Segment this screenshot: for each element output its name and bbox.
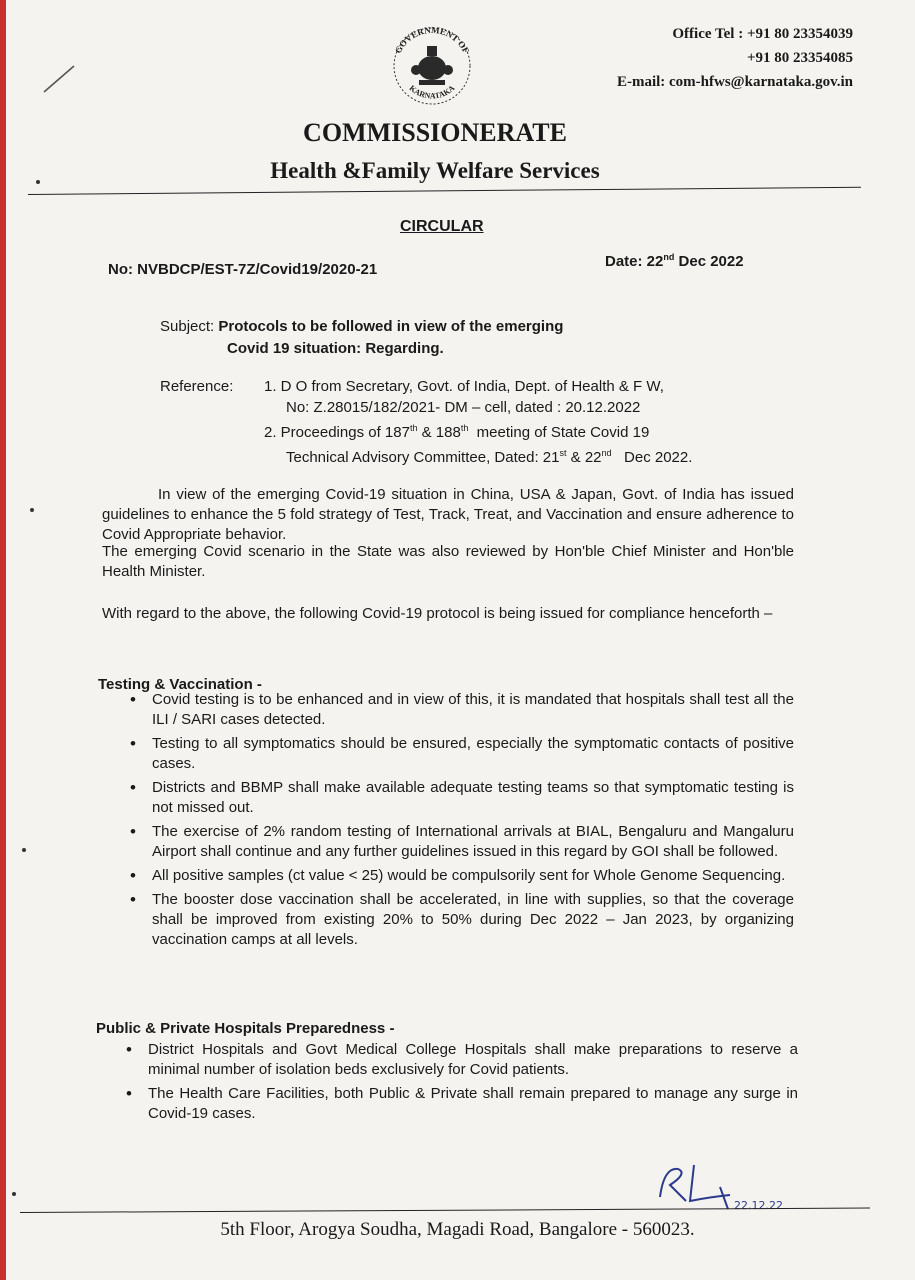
list-item	[120, 1084, 798, 1124]
list-item-text: The exercise of 2% random testing of International arrivals at BIAL, Bengaluru and Mangaluru Airport shall continue and any further guidelines issued in this regard by GOI shall be followed.	[152, 823, 794, 860]
hospitals-list	[120, 1040, 798, 1128]
dot-mark	[30, 508, 34, 512]
testing-list	[124, 690, 794, 954]
bullet-icon: •	[130, 734, 136, 753]
date-day: Date: 22	[605, 253, 664, 270]
ref2-b: & 188	[417, 424, 461, 441]
hospitals-section-heading: Public & Private Hospitals Preparedness -	[96, 1020, 395, 1037]
ref2-sup2: th	[460, 423, 469, 433]
ref2-l2-sup1: st	[559, 448, 567, 458]
list-item	[124, 778, 794, 818]
org-title: COMMISSIONERATE	[303, 118, 567, 147]
testing-section-heading: Testing & Vaccination -	[98, 676, 262, 693]
list-item	[124, 822, 794, 862]
dot-mark	[22, 848, 26, 852]
bullet-icon: •	[126, 1040, 132, 1059]
list-item-text: The Health Care Facilities, both Public & Private shall remain prepared to manage any surge in Covid-19 cases.	[148, 1085, 798, 1122]
list-item	[120, 1040, 798, 1080]
bullet-icon: •	[130, 866, 136, 885]
signature-date: 22.12.22	[734, 1199, 783, 1212]
ref2-c: meeting of State Covid 19	[468, 424, 650, 441]
circular-heading: CIRCULAR	[400, 218, 484, 235]
list-item-text: Testing to all symptomatics should be ensured, especially the symptomatic contacts of positive cases.	[152, 735, 794, 772]
list-item-text: Districts and BBMP shall make available adequate testing teams so that symptomatic testing is not missed out.	[152, 779, 794, 816]
email-address: E-mail: com-hfws@karnataka.gov.in	[616, 74, 853, 90]
ref2-a: 2. Proceedings of 187	[264, 424, 410, 441]
bullet-icon: •	[126, 1084, 132, 1103]
date-suffix: nd	[663, 252, 675, 262]
reference-2-line-2	[160, 443, 692, 468]
svg-text:KARNATAKA: KARNATAKA	[407, 83, 457, 101]
contact-block	[617, 22, 853, 94]
subject-label: Subject:	[160, 318, 219, 335]
circular-number: No: NVBDCP/EST-7Z/Covid19/2020-21	[108, 261, 378, 278]
ref2-l2-c: Dec 2022.	[611, 449, 693, 466]
bullet-icon: •	[130, 690, 136, 709]
ref2-l2-sup2: nd	[601, 448, 612, 458]
reference-1-line-2: No: Z.28015/182/2021- DM – cell, dated : 20.12.2022	[286, 399, 641, 416]
reference-1-line-1: 1. D O from Secretary, Govt. of India, Dept. of Health & F W,	[264, 378, 664, 395]
footer-address: 5th Floor, Arogya Soudha, Magadi Road, Bangalore - 560023.	[220, 1219, 695, 1240]
list-item	[124, 866, 794, 886]
list-item-text: The booster dose vaccination shall be accelerated, in line with supplies, so that the coverage shall be improved from existing 20% to 50% during Dec 2022 – Jan 2023, by organizing vaccination camps at all levels.	[152, 891, 794, 948]
header-divider	[28, 187, 861, 195]
list-item	[124, 890, 794, 950]
list-item	[124, 690, 794, 730]
office-tel: Office Tel : +91 80 23354039	[672, 26, 853, 42]
dot-mark	[12, 1192, 16, 1196]
body-paragraph-2: The emerging Covid scenario in the State was also reviewed by Hon'ble Chief Minister and Hon'ble Health Minister.	[102, 543, 794, 580]
reference-label: Reference:	[160, 378, 234, 395]
para1-text: In view of the emerging Covid-19 situation in China, USA & Japan, Govt. of India has issued guidelines to enhance the 5 fold strategy of Test, Track, Treat, and Vaccination and ensure adherence to Covid Appropriate behavior.	[102, 486, 794, 543]
body-paragraph-1	[102, 485, 794, 545]
list-item-text: District Hospitals and Govt Medical College Hospitals shall make preparations to reserve a minimal number of isolation beds exclusively for Covid patients.	[148, 1041, 798, 1078]
karnataka-emblem-icon	[383, 18, 481, 110]
page-edge-mark	[0, 0, 6, 1280]
body-paragraph-3: With regard to the above, the following Covid-19 protocol is being issued for compliance henceforth –	[102, 605, 773, 622]
ref2-l2-b: & 22	[566, 449, 602, 466]
list-item-text: Covid testing is to be enhanced and in view of this, it is mandated that hospitals shall test all the ILI / SARI cases detected.	[152, 691, 794, 728]
subject-line-1: Protocols to be followed in view of the emerging	[218, 318, 564, 335]
bullet-icon: •	[130, 778, 136, 797]
list-item-text: All positive samples (ct value < 25) would be compulsorily sent for Whole Genome Sequencing.	[152, 867, 786, 884]
ref2-sup1: th	[409, 423, 418, 433]
pen-stroke-mark	[40, 60, 80, 100]
date-month-year: Dec 2022	[674, 253, 744, 270]
office-tel-2: +91 80 23354085	[746, 50, 853, 66]
reference-block	[160, 376, 692, 468]
bullet-icon: •	[130, 822, 136, 841]
subject-block	[160, 316, 563, 360]
reference-2-line-1	[160, 418, 692, 443]
list-item	[124, 734, 794, 774]
org-subtitle: Health &Family Welfare Services	[270, 158, 600, 183]
svg-text:GOVERNMENT OF: GOVERNMENT OF	[392, 24, 472, 55]
subject-line-2: Covid 19 situation: Regarding.	[227, 340, 444, 357]
bullet-icon: •	[130, 890, 136, 909]
ref2-l2-a: Technical Advisory Committee, Dated: 21	[286, 449, 560, 466]
circular-date	[605, 252, 744, 270]
